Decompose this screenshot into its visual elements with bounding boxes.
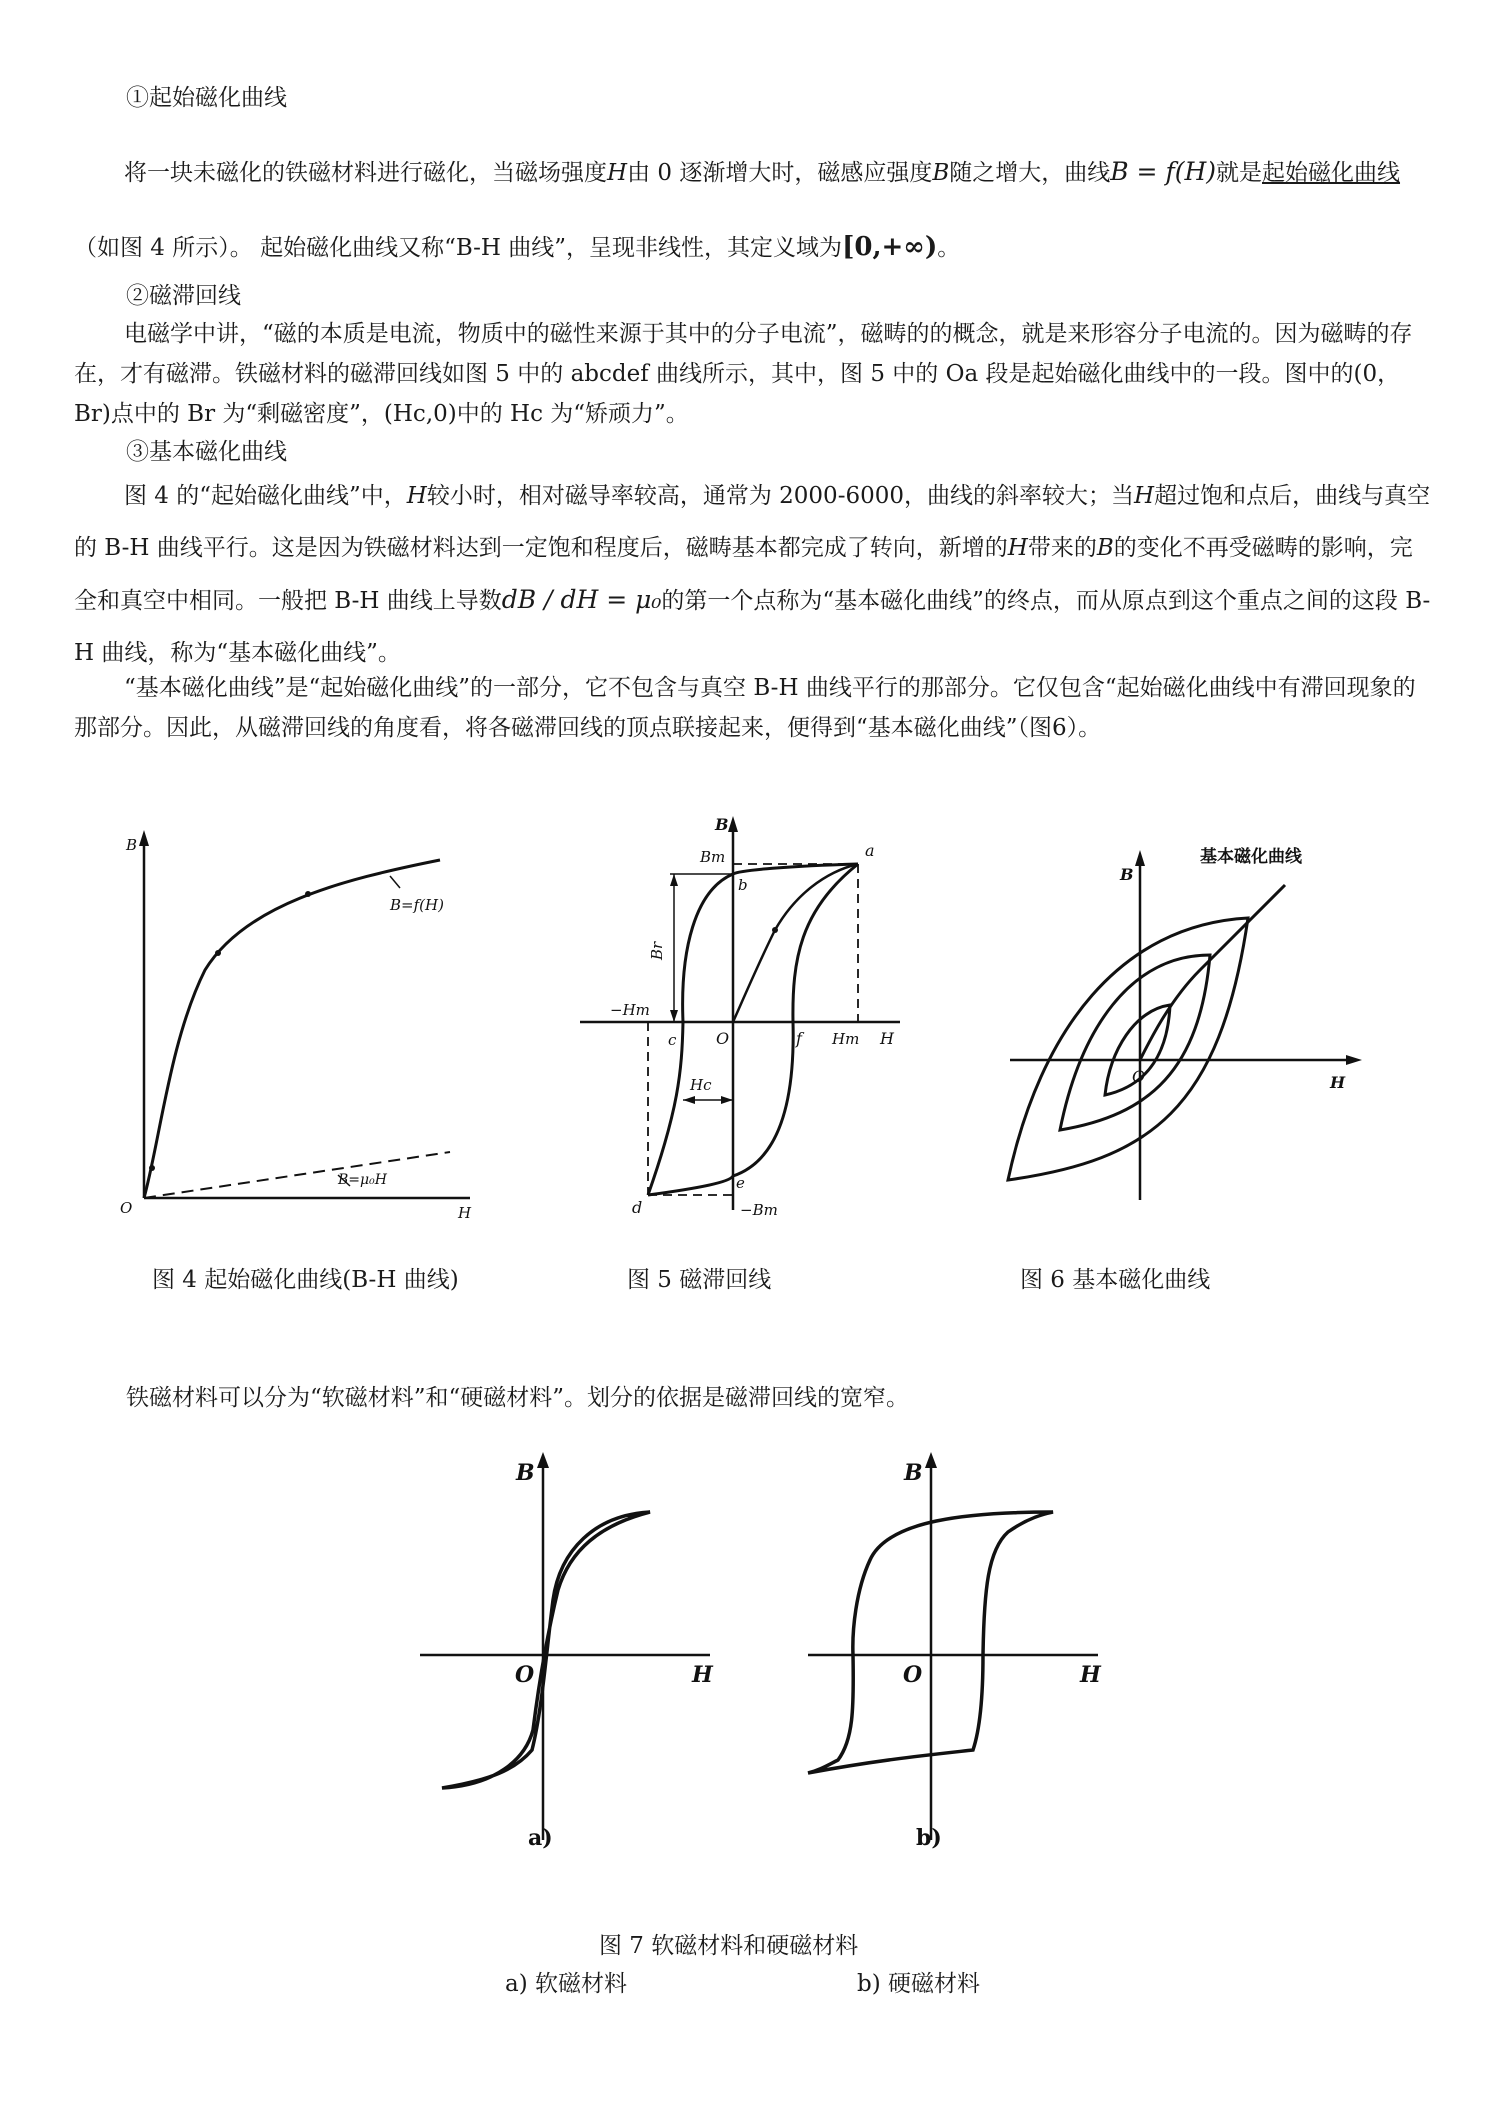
- fig5-point-e: e: [736, 1174, 745, 1192]
- fig7-sub-a: a) 软磁材料: [505, 1971, 627, 1997]
- fig5-caption: 图 5 磁滞回线: [627, 1267, 772, 1293]
- formula-b-f-h: B = f(H): [1110, 157, 1217, 186]
- fig5-point-b: b: [738, 876, 748, 894]
- fig7a-h-label: H: [692, 1662, 713, 1688]
- fig5-loop-upper: [648, 864, 858, 1195]
- fig6-b-label: B: [1120, 865, 1134, 884]
- fig5-neg-bm-label: −Bm: [740, 1201, 778, 1219]
- figure-5-hysteresis: [570, 810, 930, 1230]
- fig7a-label: a): [528, 1825, 553, 1851]
- fig4-caption: 图 4 起始磁化曲线(B-H 曲线): [152, 1267, 459, 1293]
- fig4-b-label: B: [126, 836, 138, 854]
- fig4-vacuum-label: B=μ₀H: [338, 1172, 387, 1188]
- fig6-loop-middle: [1060, 955, 1210, 1130]
- formula-db-dh: dB / dH = μ₀: [501, 585, 662, 614]
- figure-7a-soft-material: [420, 1440, 740, 1860]
- fig4-vacuum-line: [144, 1152, 450, 1198]
- fig5-point-d: d: [632, 1198, 643, 1217]
- fig5-br-label: Br: [648, 941, 666, 960]
- figure-4-initial-curve: [110, 820, 490, 1220]
- section-heading-basic-curve: ③基本磁化曲线: [126, 439, 287, 465]
- fig6-origin: O: [1132, 1067, 1146, 1086]
- fig6-basic-curve: [1140, 885, 1285, 1060]
- section-heading-initial-curve: ①起始磁化曲线: [126, 85, 287, 111]
- paragraph-soft-hard: 铁磁材料可以分为“软磁材料”和“硬磁材料”。划分的依据是磁滞回线的宽窄。: [126, 1385, 910, 1411]
- fig4-curve-label: B=f(H): [390, 896, 444, 914]
- fig7a-b-label: B: [516, 1460, 535, 1486]
- fig5-hm-label: Hm: [832, 1030, 860, 1048]
- section-heading-hysteresis: ②磁滞回线: [126, 283, 241, 309]
- fig7a-loop: [442, 1512, 650, 1788]
- fig7b-b-label: B: [904, 1460, 923, 1486]
- fig7b-h-label: H: [1080, 1662, 1101, 1688]
- fig5-point-c: c: [668, 1031, 677, 1049]
- paragraph-basic-curve-1: 图 4 的“起始磁化曲线”中，H较小时，相对磁导率较高，通常为 2000-6000，曲线的斜率较大；当H超过饱和点后，曲线与真空的 B-H 曲线平行。这是因为铁磁材料达到一定饱和程度后，磁畴基本都完成了转向，新增的H带来的B的变化不再受磁畴的影响，完全和真空中相同。一般把 B-H 曲线上导数dB / dH = μ₀的第一个点称为“基本磁化曲线”的终点，而从原点到这个重点之间的这段 B-H 曲线，称为“基本磁化曲线”。: [74, 483, 1431, 666]
- fig5-initial-segment: [733, 864, 858, 1022]
- fig4-origin: O: [120, 1199, 133, 1217]
- fig7-sub-b: b) 硬磁材料: [857, 1971, 981, 1997]
- fig6-h-label: H: [1330, 1073, 1346, 1092]
- fig5-b-label: B: [715, 815, 729, 834]
- fig5-origin: O: [716, 1029, 730, 1048]
- fig6-curve-label: 基本磁化曲线: [1200, 847, 1302, 867]
- figure-6-basic-curve: [1000, 830, 1380, 1220]
- fig4-h-label: H: [458, 1204, 472, 1222]
- domain-interval: [0,+∞): [842, 232, 938, 262]
- fig5-loop-lower: [648, 864, 858, 1195]
- fig5-point-f: f: [796, 1029, 802, 1048]
- fig7-caption: 图 7 软磁材料和硬磁材料: [599, 1933, 859, 1959]
- fig6-caption: 图 6 基本磁化曲线: [1020, 1267, 1211, 1293]
- fig7b-label: b): [916, 1825, 942, 1851]
- paragraph-initial-curve: 将一块未磁化的铁磁材料进行磁化，当磁场强度H由 0 逐渐增大时，磁感应强度B随之增大，曲线B = f(H)就是起始磁化曲线（如图 4 所示）。 起始磁化曲线又称“B-H 曲线”，呈现非线性，其定义域为[0,+∞)。: [74, 157, 1401, 262]
- term-initial-curve: 起始磁化曲线: [1262, 160, 1401, 186]
- fig5-hc-label: Hc: [690, 1076, 712, 1094]
- paragraph-basic-curve-2: “基本磁化曲线”是“起始磁化曲线”的一部分，它不包含与真空 B-H 曲线平行的那部分。它仅包含“起始磁化曲线中有滞回现象的那部分。因此，从磁滞回线的角度看，将各磁滞回线的顶点联接起来，便得到“基本磁化曲线”（图6）。: [74, 675, 1416, 741]
- fig5-h-label: H: [880, 1029, 894, 1048]
- fig5-bm-label: Bm: [700, 848, 726, 866]
- figure-7b-hard-material: [808, 1440, 1128, 1860]
- fig7a-origin: O: [515, 1662, 535, 1688]
- fig5-point-a: a: [865, 841, 875, 860]
- fig5-neg-hm-label: −Hm: [610, 1001, 650, 1019]
- paragraph-hysteresis: 电磁学中讲，“磁的本质是电流，物质中的磁性来源于其中的分子电流”，磁畴的的概念，就是来形容分子电流的。因为磁畴的存在，才有磁滞。铁磁材料的磁滞回线如图 5 中的 abcdef 曲线所示，其中，图 5 中的 Oa 段是起始磁化曲线中的一段。图中的(0，Br)点中的 Br 为“剩磁密度”，(Hc,0)中的 Hc 为“矫顽力”。: [74, 321, 1413, 427]
- fig7b-origin: O: [903, 1662, 923, 1688]
